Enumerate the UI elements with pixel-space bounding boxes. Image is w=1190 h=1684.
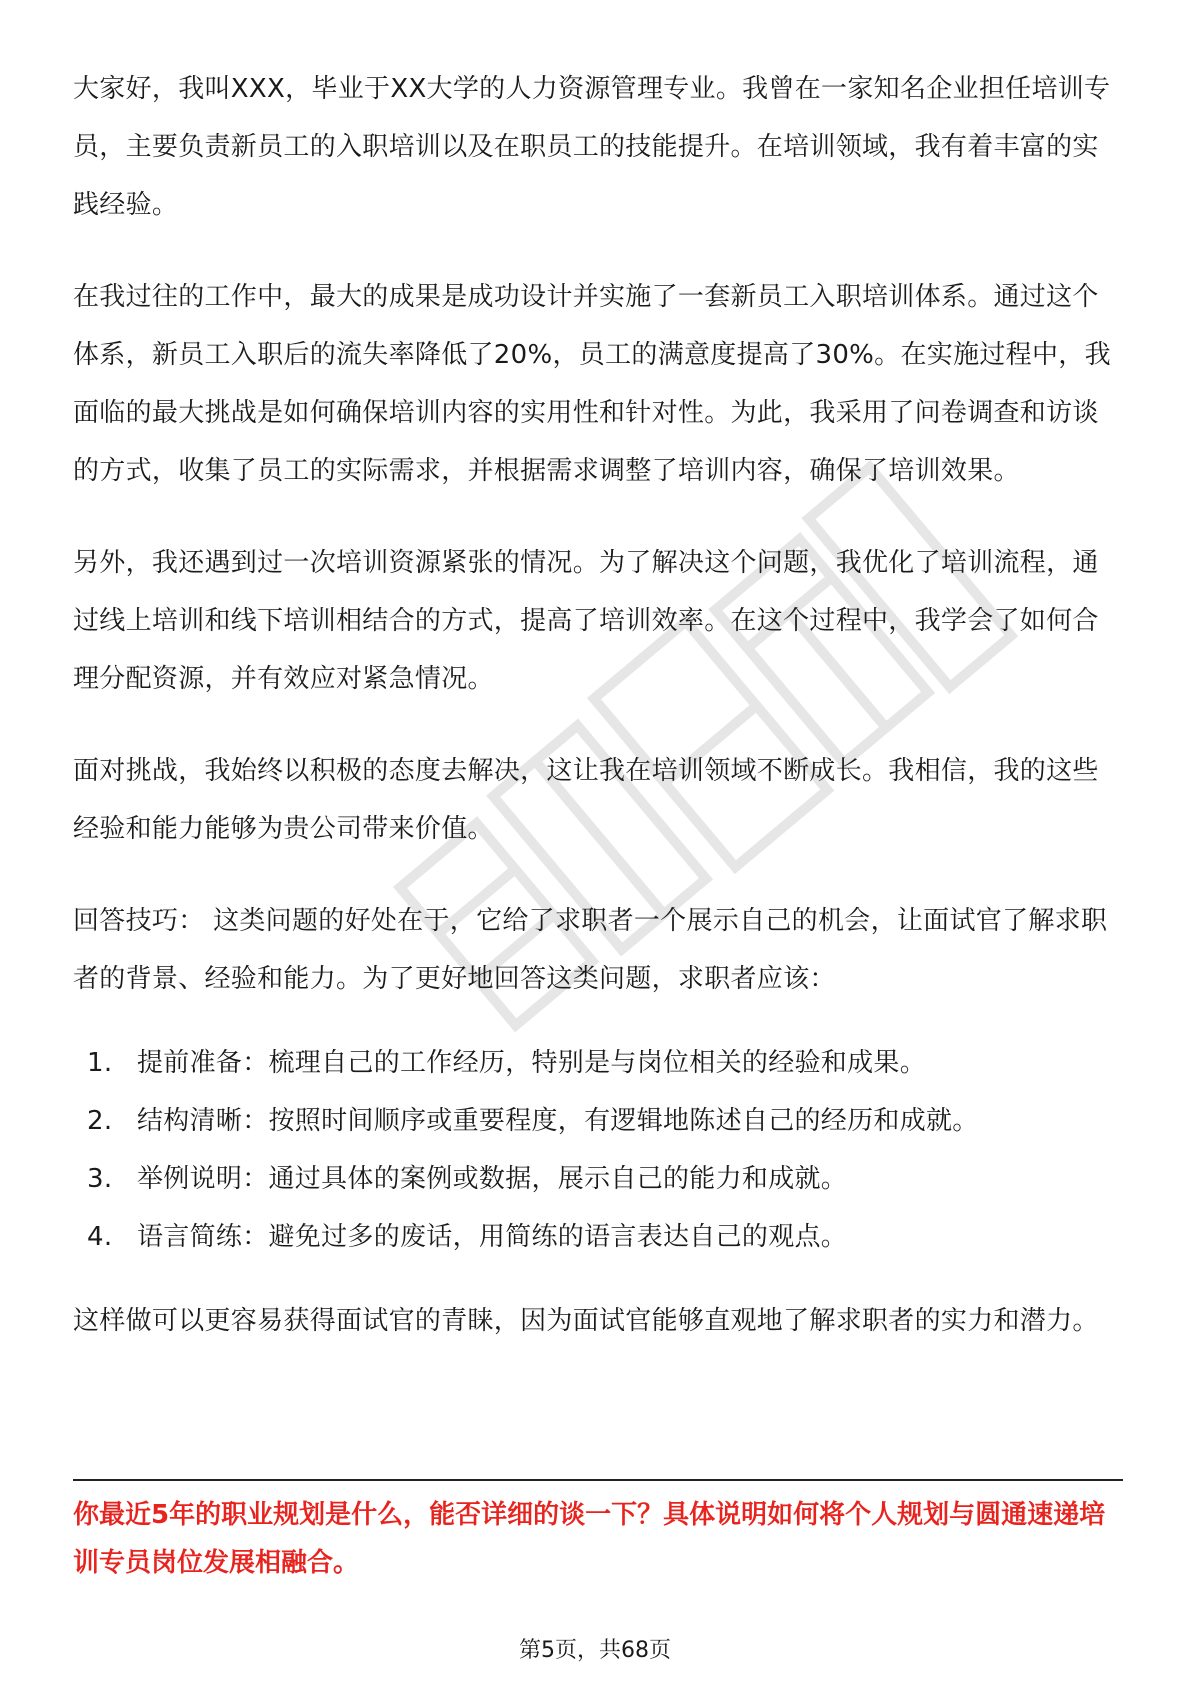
list-item	[73, 1208, 1123, 1266]
list-item-text: 提前准备：梳理自己的工作经历，特别是与岗位相关的经验和成果。	[137, 1048, 927, 1078]
list-item	[73, 1150, 1123, 1208]
list-item	[73, 1034, 1123, 1092]
main-content	[73, 60, 1123, 1384]
tips-intro-paragraph: 回答技巧： 这类问题的好处在于，它给了求职者一个展示自己的机会，让面试官了解求职者的背景、经验和能力。为了更好地回答这类问题，求职者应该：	[73, 906, 1108, 994]
list-item-text: 举例说明：通过具体的案例或数据，展示自己的能力和成就。	[137, 1164, 848, 1194]
challenge-paragraph: 另外，我还遇到过一次培训资源紧张的情况。为了解决这个问题，我优化了培训流程，通过线上培训和线下培训相结合的方式，提高了培训效率。在这个过程中，我学会了如何合理分配资源，并有效应对紧急情况。	[73, 548, 1099, 694]
closing-paragraph: 这样做可以更容易获得面试官的青睐，因为面试官能够直观地了解求职者的实力和潜力。	[73, 1306, 1099, 1336]
achievement-paragraph: 在我过往的工作中，最大的成果是成功设计并实施了一套新员工入职培训体系。通过这个体系，新员工入职后的流失率降低了20%，员工的满意度提高了30%。在实施过程中，我面临的最大挑战是如何确保培训内容的实用性和针对性。为此，我采用了问卷调查和访谈的方式，收集了员工的实际需求，并根据需求调整了培训内容，确保了培训效果。	[73, 282, 1111, 486]
list-item-number: 1.	[87, 1048, 113, 1078]
conclusion-paragraph: 面对挑战，我始终以积极的态度去解决，这让我在培训领域不断成长。我相信，我的这些经验和能力能够为贵公司带来价值。	[73, 756, 1099, 844]
page-number-footer: 第5页，共68页	[519, 1638, 671, 1663]
section-divider	[73, 1479, 1123, 1481]
intro-paragraph: 大家好，我叫XXX，毕业于XX大学的人力资源管理专业。我曾在一家知名企业担任培训专员，主要负责新员工的入职培训以及在职员工的技能提升。在培训领域，我有着丰富的实践经验。	[73, 74, 1111, 220]
tips-list	[73, 1034, 1123, 1266]
next-question-heading: 你最近5年的职业规划是什么，能否详细的谈一下？具体说明如何将个人规划与圆通速递培训专员岗位发展相融合。	[73, 1500, 1106, 1578]
list-item-text: 语言简练：避免过多的废话，用简练的语言表达自己的观点。	[137, 1222, 848, 1252]
list-item-number: 2.	[87, 1106, 113, 1136]
list-item-number: 4.	[87, 1222, 113, 1252]
list-item-number: 3.	[87, 1164, 113, 1194]
list-item	[73, 1092, 1123, 1150]
list-item-text: 结构清晰：按照时间顺序或重要程度，有逻辑地陈述自己的经历和成就。	[137, 1106, 979, 1136]
